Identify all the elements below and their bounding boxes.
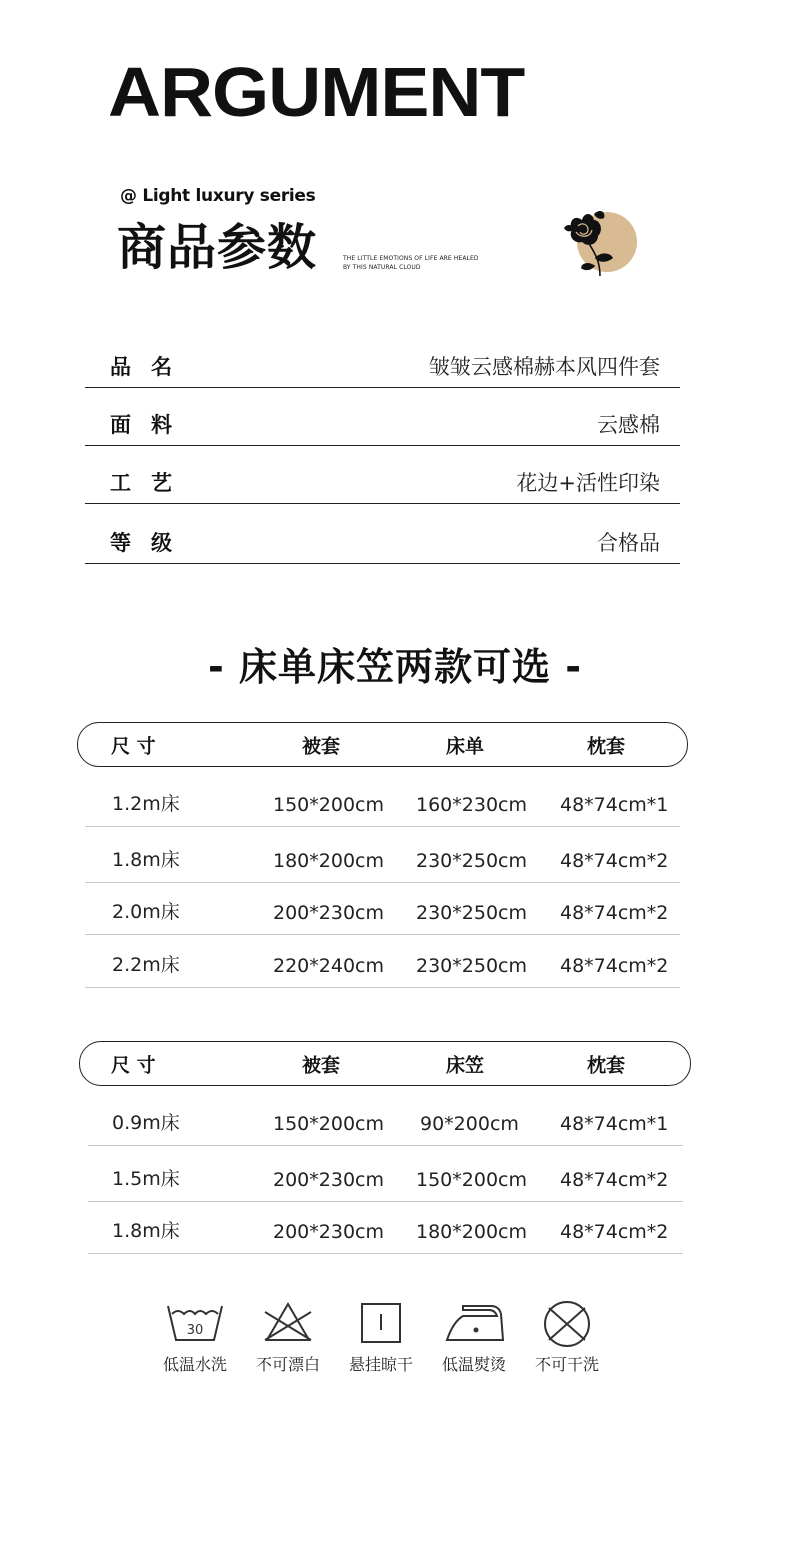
table-cell: 230*250cm (416, 955, 527, 977)
table-cell: 150*200cm (416, 1169, 527, 1191)
spec-value: 皱皱云感棉赫本风四件套 (429, 355, 660, 379)
spec-row-fabric (85, 388, 680, 446)
table-cell: 180*200cm (416, 1221, 527, 1243)
table-row (85, 831, 680, 883)
table-header-cell: 被套 (302, 735, 341, 757)
table-header-cell: 尺 寸 (111, 735, 156, 757)
tagline-line-2: BY THIS NATURAL CLOUD (343, 264, 421, 271)
spec-label: 工艺 (110, 471, 192, 495)
table-cell: 180*200cm (273, 850, 384, 872)
table-cell: 48*74cm*1 (560, 794, 669, 816)
table-cell: 48*74cm*2 (560, 850, 669, 872)
table-cell: 48*74cm*2 (560, 955, 669, 977)
table-row (88, 1150, 683, 1202)
section-subtitle: - 床单床笠两款可选 - (207, 645, 582, 689)
table-header-cell: 枕套 (587, 1054, 626, 1076)
spec-row-craft (85, 446, 680, 504)
table-cell: 48*74cm*1 (560, 1113, 669, 1135)
table-header-cell: 床笠 (446, 1054, 485, 1076)
care-item (336, 1300, 426, 1375)
table-row (85, 775, 680, 827)
spec-label: 等级 (110, 531, 192, 555)
brand-logo-text: ARGUMENT (108, 53, 525, 131)
care-label: 不可漂白 (255, 1355, 320, 1374)
tagline (343, 254, 479, 272)
wash-30-icon (164, 1300, 226, 1344)
table-cell: 48*74cm*2 (560, 1169, 669, 1191)
rose-icon (560, 204, 642, 278)
table-row (85, 936, 680, 988)
table-cell: 150*200cm (273, 794, 384, 816)
table-header-cell: 被套 (302, 1054, 341, 1076)
table-cell: 1.2m床 (112, 793, 180, 815)
sheet-table-header (77, 722, 688, 767)
fitted-table-header (79, 1041, 691, 1086)
care-item (150, 1300, 240, 1375)
page-title: 商品参数 (117, 219, 318, 276)
low-iron-icon (443, 1300, 505, 1344)
care-label: 低温熨烫 (441, 1355, 506, 1374)
brand-logo (108, 53, 628, 131)
care-item (522, 1300, 612, 1375)
spec-value: 云感棉 (597, 413, 660, 437)
table-cell: 48*74cm*2 (560, 1221, 669, 1243)
no-bleach-icon (257, 1300, 319, 1344)
table-row (85, 883, 680, 935)
care-instructions (150, 1300, 620, 1380)
care-item (429, 1300, 519, 1375)
series-label: @ Light luxury series (120, 186, 316, 206)
spec-row-grade (85, 506, 680, 564)
table-cell: 220*240cm (273, 955, 384, 977)
table-cell: 230*250cm (416, 902, 527, 924)
table-cell: 200*230cm (273, 902, 384, 924)
wash-temperature: 30 (186, 1323, 204, 1338)
spec-value: 花边+活性印染 (516, 471, 660, 495)
table-cell: 90*200cm (420, 1113, 519, 1135)
table-cell: 1.8m床 (112, 849, 180, 871)
table-cell: 200*230cm (273, 1221, 384, 1243)
no-dry-clean-icon (536, 1300, 598, 1350)
care-label: 悬挂晾干 (348, 1355, 413, 1374)
table-cell: 0.9m床 (112, 1112, 180, 1134)
table-row (88, 1202, 683, 1254)
table-cell: 48*74cm*2 (560, 902, 669, 924)
spec-label: 品名 (110, 355, 192, 379)
table-cell: 1.5m床 (112, 1168, 180, 1190)
care-item (243, 1300, 333, 1375)
table-row (88, 1094, 683, 1146)
spec-label: 面料 (110, 413, 192, 437)
table-cell: 150*200cm (273, 1113, 384, 1135)
table-cell: 200*230cm (273, 1169, 384, 1191)
hang-dry-icon (350, 1300, 412, 1344)
tagline-line-1: THE LITTLE EMOTIONS OF LIFE ARE HEALED (343, 255, 479, 262)
table-cell: 230*250cm (416, 850, 527, 872)
table-cell: 160*230cm (416, 794, 527, 816)
table-header-cell: 床单 (446, 735, 485, 757)
table-cell: 2.0m床 (112, 901, 180, 923)
table-cell: 2.2m床 (112, 954, 180, 976)
care-label: 不可干洗 (534, 1355, 599, 1374)
spec-value: 合格品 (597, 531, 660, 555)
table-header-cell: 枕套 (587, 735, 626, 757)
spec-row-name (85, 330, 680, 388)
table-cell: 1.8m床 (112, 1220, 180, 1242)
table-header-cell: 尺 寸 (111, 1054, 156, 1076)
care-label: 低温水洗 (162, 1355, 227, 1374)
